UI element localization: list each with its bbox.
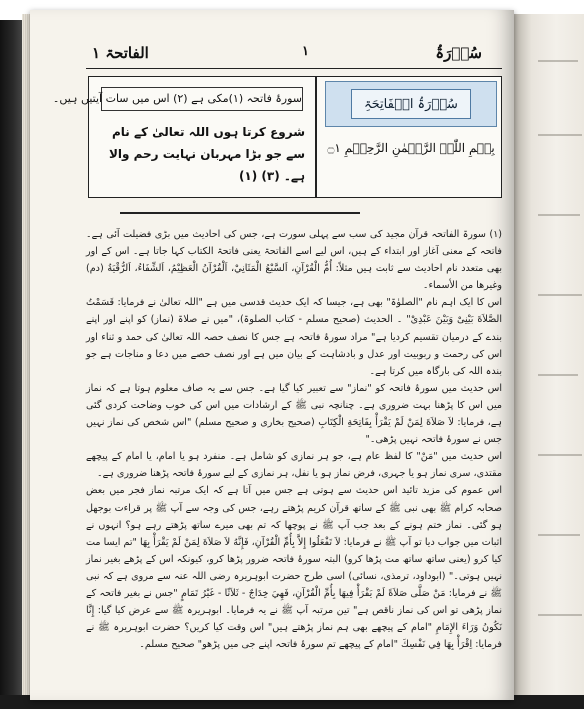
facing-page (514, 14, 584, 704)
basmala-verse: بِسۡمِ اللّٰہِ الرَّحۡمٰنِ الرَّحِیۡمِ ۝۱ (327, 141, 495, 155)
commentary-paragraph: اس حدیث میں "مَنْ" کا لفظ عام ہے، جو ہر نمازی کو شامل ہے۔ منفرد ہو یا امام، یا امام کے پیچھے مقتدی، سری نماز ہو یا جہری، فرض نماز ہو یا نفل، ہر نمازی کے لیے سورۂ فاتحہ پڑھنا ضروری ہے۔ (86, 451, 502, 480)
surah-name-header: الفاتحۃ ۱ (92, 44, 149, 62)
box-divider (315, 77, 317, 197)
commentary-paragraph: (۱) سورۃ الفاتحہ قرآن مجید کی سب سے پہلی سورت ہے، جس کی احادیث میں بڑی فضیلت آئی ہے۔ فاتحہ کے معنی آغاز اور ابتداء کے ہیں، اس لیے اسے الفاتحۃ یعنی فاتحۃ الکتاب کہا جاتا ہے۔ اس کے اور بھی متعدد نام احادیث سے ثابت ہیں مثلاً: أُمُّ الْقُرْآنِ، اَلسَّبْعُ الْمَثَانِيْ، اَلْقُرْآنُ الْعَظِيْمُ، اَلشِّفَاءُ، اَلرُّقْيَةُ (دم) وغیرها من الأسماء۔ (86, 229, 502, 292)
commentary (86, 226, 502, 670)
commentary-paragraph: اس حدیث میں سورۂ فاتحہ کو "نماز" سے تعبیر کیا گیا ہے۔ جس سے یہ صاف معلوم ہوتا ہے کہ نماز میں اس کا پڑھنا بہت ضروری ہے۔ چنانچہ نبی ﷺ کے ارشادات میں اس کی خوب وضاحت کردی گئی ہے، فرمایا: لاَ صَلاَةَ لِمَنْ لَمْ يَقْرَأْ بِفَاتِحَةِ الْكِتَابِ (صحیح بخاری و صحیح مسلم) "اس شخص کی نماز نہیں جس نے سورۂ فاتحہ نہیں پڑھی۔" (86, 382, 502, 446)
translation-opening: شروع کرتا ہوں اللہ تعالیٰ کے نام سے جو بڑا مہربان نہایت رحم والا ہے۔ (۳) (۱) (108, 125, 305, 183)
surah-title-banner (325, 81, 497, 127)
surah-summary: سورۂ فاتحہ (۱)مکی ہے (۲) اس میں سات آیتیں ہیں۔ (101, 87, 303, 111)
footnote-divider (120, 212, 360, 214)
book-cover-edge (0, 20, 22, 709)
intro-box (52, 76, 502, 198)
commentary-paragraph: اس عموم کی مزید تائید اس حدیث سے ہوتی ہے جس میں آتا ہے کہ ایک مرتبہ نماز فجر میں بعض صحابہ کرام ﷺ بھی نبی ﷺ کے ساتھ قرآن کریم پڑھتے رہے، جس کی وجہ سے آپ ﷺ پر قراءت بوجھل ہو گئی۔ نماز ختم ہونے کے بعد جب آپ ﷺ نے پوچھا کہ تم بھی میرے ساتھ پڑھتے رہے ہو؟ انہوں نے اثبات میں جواب دیا تو آپ ﷺ نے فرمایا: لاَ تَفْعَلُوا إِلاَّ بِأُمِّ الْقُرْآنِ، فَإِنَّهُ لاَ صَلاَةَ لِمَنْ لَمْ يَقْرَأْ بِهَا "تم ایسا مت کیا کرو (یعنی ساتھ ساتھ مت پڑھا کرو) البتہ سورۂ فاتحہ ضرور پڑھا کرو، کیونکہ اس کے پڑھے بغیر نماز نہیں ہوتی۔" (ابوداود، ترمذی، نسائی) اسی طرح حضرت ابوہریرہ رضی اللہ عنہ سے مروی ہے کہ نبی ﷺ نے فرمایا: مَنْ صَلَّى صَلاَةً لَمْ يَقْرَأْ فِيهَا بِأُمِّ الْقُرْآنِ، فَهِيَ خِدَاجٌ - ثَلاَثًا - غَيْرُ تَمَامٍ "جس نے بغیر فاتحہ کے نماز پڑھی تو اس کی نماز ناقص ہے" تین مرتبہ آپ ﷺ نے یہ فرمایا۔ ابوہریرہ ﷺ سے عرض کیا گیا: إِنَّا نَكُونُ وَرَاءَ الإِمَامِ "امام کے پیچھے بھی ہم نماز پڑھتے ہیں" اس وقت کیا کریں؟ حضرت ابوہریرہ ﷺ نے فرمایا: اِقْرَأْ بِهَا فِي نَفْسِكَ "امام کے پیچھے تم سورۂ فاتحہ اپنے جی میں پڑھو" صحیح مسلم۔ (86, 485, 502, 651)
running-head (86, 42, 502, 69)
commentary-paragraph: اس کا ایک اہم نام "الصلوٰۃ" بھی ہے، جیسا کہ ایک حدیث قدسی میں ہے "اللہ تعالیٰ نے فرمایا: قَسَمْتُ الصَّلاَةَ بَیْنِیْ وَبَیْنَ عَبْدِیْ" ۔ الحدیث (صحیح مسلم - کتاب الصلوۃ)، "میں نے صلاۃ (نماز) کو اپنے اور اپنے بندے کے درمیان تقسیم کردیا ہے" مراد سورۂ فاتحہ ہے جس کا نصف حصہ اللہ تعالیٰ کی حمد و ثناء اور اس کی رحمت و ربوبیت اور عدل و بادشاہت کے بیان میں ہے اور نصف حصے میں دعا و مناجات ہے جو بندہ اللہ کی بارگاہ میں کرتا ہے۔ (86, 297, 502, 377)
surah-title: سُوۡرَۃُ الۡفَاتِحَۃِ (351, 89, 471, 119)
surah-label-header: سُوۡرَۃُ (435, 44, 482, 62)
page-number: ۱ (302, 44, 309, 59)
